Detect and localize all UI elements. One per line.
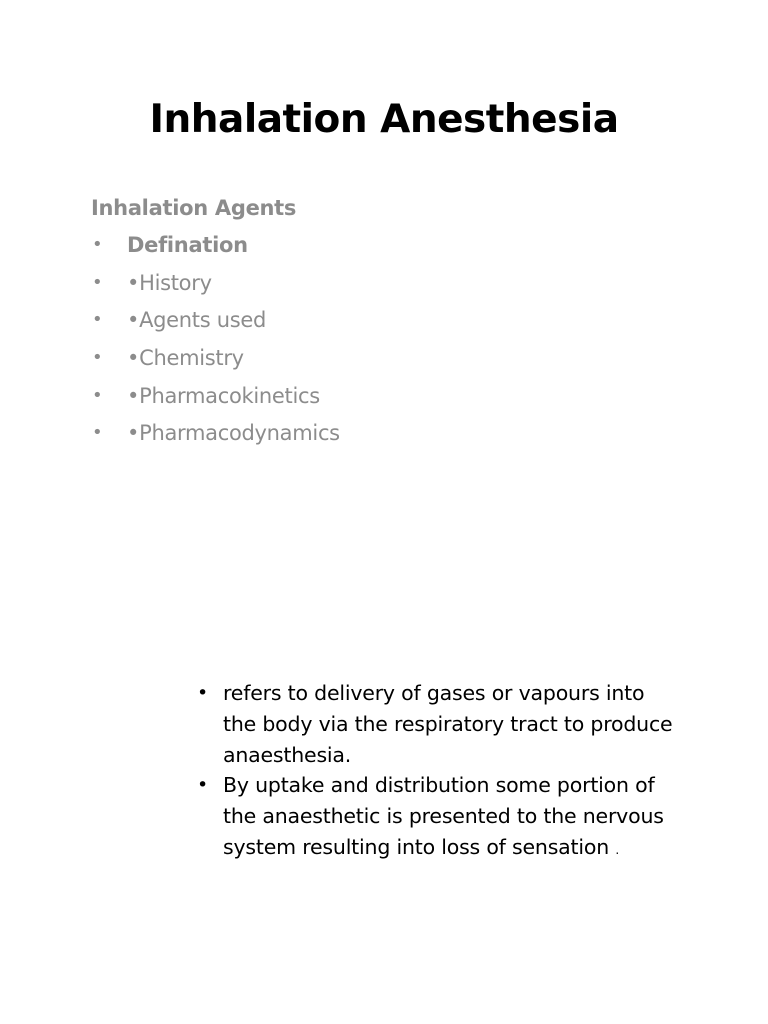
bullet-icon: • [197, 774, 209, 797]
agents-list-item [91, 417, 651, 455]
bullet-icon: • [197, 682, 209, 704]
bullet-icon: • [92, 422, 103, 444]
definition-line [223, 832, 697, 866]
agents-list-item [91, 304, 651, 342]
bullet-icon: • [92, 234, 103, 255]
agents-heading: Inhalation Agents [91, 196, 297, 220]
agents-item-label: •Pharmacokinetics [127, 383, 320, 408]
definition-line: the anaesthetic is presented to the nervous [223, 804, 664, 829]
definition-list [197, 678, 697, 866]
agents-item-label: •Agents used [127, 308, 267, 333]
definition-point [197, 770, 697, 865]
agents-item-label: Defination [127, 233, 248, 257]
agents-list-item [91, 267, 651, 305]
agents-item-label: •Chemistry [127, 346, 244, 371]
definition-line: anaesthesia. [223, 742, 352, 767]
agents-list-item [91, 380, 651, 418]
document-title: Inhalation Anesthesia [149, 97, 619, 142]
agents-item-label: •Pharmacodynamics [127, 421, 340, 446]
trailing-period: . [615, 842, 619, 857]
agents-list [91, 229, 651, 455]
definition-section [197, 678, 697, 866]
bullet-icon: • [92, 271, 103, 293]
agents-list-item [91, 229, 651, 267]
bullet-icon: • [92, 384, 103, 406]
definition-point [197, 678, 697, 770]
agents-section [91, 192, 651, 455]
definition-line: By uptake and distribution some portion of [223, 773, 655, 798]
bullet-icon: • [92, 309, 103, 331]
definition-line: refers to delivery of gases or vapours into [223, 681, 645, 705]
agents-list-item [91, 342, 651, 380]
definition-line-text: system resulting into loss of sensation [223, 834, 610, 859]
definition-line: the body via the respiratory tract to produce [223, 711, 673, 736]
bullet-icon: • [92, 347, 103, 369]
agents-item-label: •History [127, 270, 212, 295]
